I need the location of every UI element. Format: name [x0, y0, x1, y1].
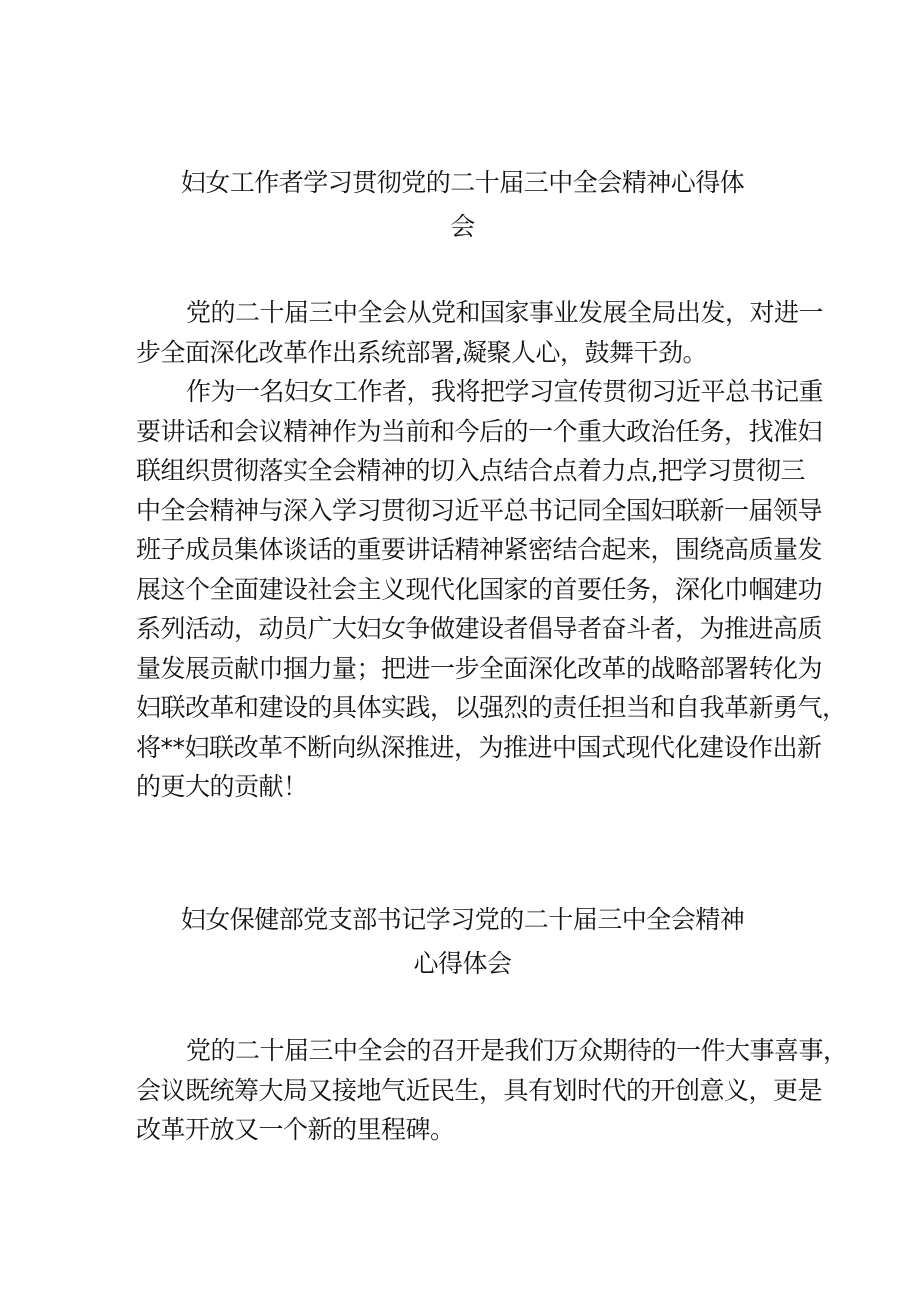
- section-2-paragraph-1: [136, 1031, 848, 1150]
- paragraph-line: 妇联改革和建设的具体实践，以强烈的责任担当和自我革新勇气，: [136, 693, 847, 722]
- paragraph-line: 作为一名妇女工作者，我将把学习宣传贯彻习近平总书记重: [186, 377, 824, 406]
- paragraph-line: 将**妇联改革不断向纵深推进，为推进中国式现代化建设作出新: [136, 732, 822, 762]
- title-line: 心得体会: [413, 949, 512, 978]
- paragraph-line: 展这个全面建设社会主义现代化国家的首要任务，深化巾帼建功: [136, 574, 823, 604]
- section-1-paragraph-2: [136, 372, 847, 807]
- title-line: 妇女保健部党支部书记学习党的二十届三中全会精神: [180, 905, 745, 934]
- paragraph-line: 要讲话和会议精神作为当前和今后的一个重大政治任务，找准妇: [136, 416, 823, 446]
- paragraph-line: 的更大的贡献！: [136, 772, 308, 801]
- paragraph-line: 班子成员集体谈话的重要讲话精神紧密结合起来，围绕高质量发: [136, 535, 823, 564]
- paragraph-line: 党的二十届三中全会从党和国家事业发展全局出发，对进一: [186, 298, 824, 327]
- paragraph-line: 党的二十届三中全会的召开是我们万众期待的一件大事喜事，: [186, 1036, 848, 1065]
- title-line: 会: [450, 212, 475, 241]
- paragraph-line: 步全面深化改革作出系统部署,凝聚人心，鼓舞干劲。: [136, 337, 707, 367]
- paragraph-line: 会议既统筹大局又接地气近民生，具有划时代的开创意义，更是: [136, 1075, 823, 1105]
- paragraph-line: 改革开放又一个新的里程碑。: [136, 1115, 455, 1144]
- paragraph-line: 联组织贯彻落实全会精神的切入点结合点着力点,把学习贯彻三: [136, 456, 805, 485]
- paragraph-line: 量发展贡献巾掴力量；把进一步全面深化改革的战略部署转化为: [136, 653, 823, 683]
- section-1-paragraph-1: [136, 293, 824, 372]
- section-2-title: [130, 898, 795, 986]
- section-1-title: [130, 161, 795, 249]
- paragraph-line: 系列活动，动员广大妇女争做建设者倡导者奋斗者，为推进高质: [136, 614, 823, 643]
- paragraph-line: 中全会精神与深入学习贯彻习近平总书记同全国妇联新一届领导: [136, 495, 823, 525]
- title-line: 妇女工作者学习贯彻党的二十届三中全会精神心得体: [180, 168, 745, 197]
